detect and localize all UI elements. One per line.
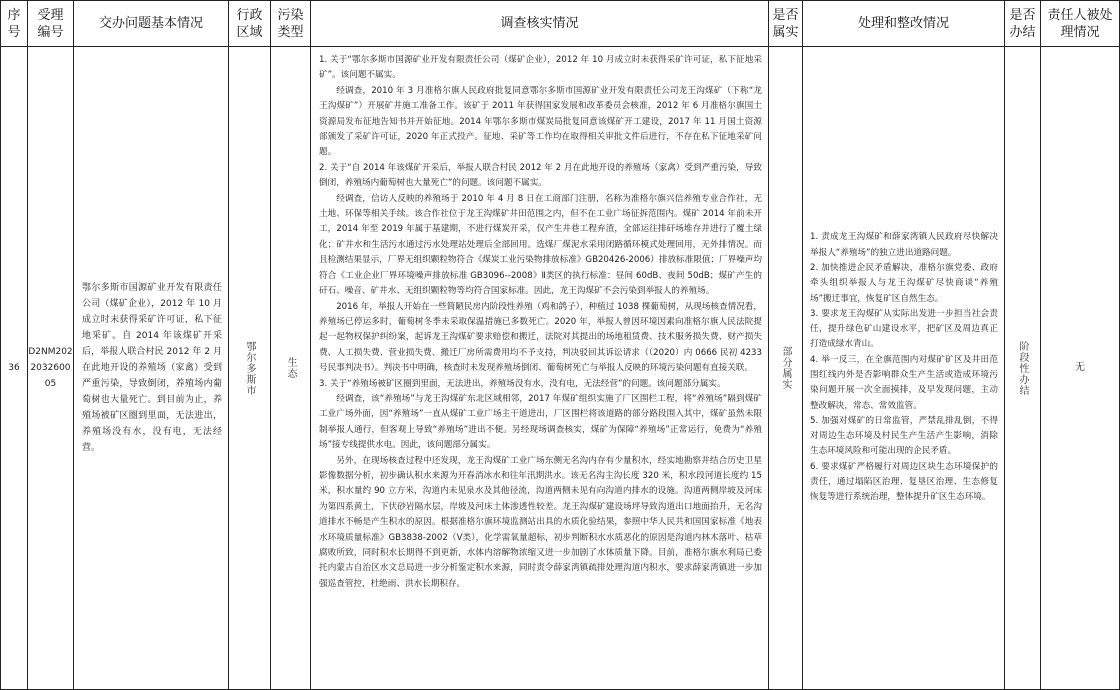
header-pollution-type: 污染类型 <box>271 1 311 47</box>
row-closed <box>1005 47 1041 690</box>
header-investigation: 调查核实情况 <box>311 1 769 47</box>
region-text: 鄂尔多斯市 <box>244 340 255 396</box>
investigation-paragraph: 另外，在现场核查过程中还发现，龙王沟煤矿工业广场东侧无名沟内存有少量积水，经实地勘察并结合历史卫星影像数据分析，初步确认积水来源为开春消冰水和往年汛期洪水。该无名沟主沟长度 320 米，积水段河道长度约 15 米，积水量约 90 立方米，沟道内未见泉水及其他径流，沟道两侧未见有向沟道内排水的设施。沟道两侧岸坡及河床为第四系黄土，下伏砂岩隔水层，岸坡及河床土体渗透性较差。龙王沟煤矿建设场坪导致沟道出口地面抬升，无名沟道排水不畅是产生积水的原因。根据准格尔旗环境监测站出具的水质化验结果，参照中华人民共和国国家标准《地表水环境质量标准》GB3838-2002（Ⅴ类），化学需氧量超标，初步判断积水水质恶化的原因是沟道内林木落叶、枯草腐败所致，同时积水长期得不到更新，水体内溶解物浓缩又进一步加剧了水体质量下降。目前，准格尔旗水利局已委托内蒙古自治区水文总局进一步分析鉴定积水来源，同时责令薛家湾镇疏排处理沟道内积水，要求薛家湾镇进一步加强巡查管控，杜绝雨、洪水长期积存。 <box>319 455 762 589</box>
treatment-item: 6. 要求煤矿严格履行对周边区块生态环境保护的责任，通过塌陷区治理、复垦区治理、生态修复恢复等进行系统治理，整体提升矿区生态环境。 <box>810 461 998 503</box>
header-row <box>1 1 1120 47</box>
row-case-id <box>28 47 74 690</box>
row-treatment <box>803 47 1005 690</box>
investigation-paragraph: 经调查，该“养殖场”与龙王沟煤矿东北区域相邻，2017 年煤矿组织实施了厂区围栏工程，将“养殖场”隔到煤矿工业广场外面，因“养殖场”一直从煤矿工业广场主干道进出，厂区围栏将该道路的部分路段围入其中，煤矿虽然未限制举报人通行，但客观上导致“养殖场”进出不便。另经现场调查核实，煤矿为保障“养殖场”正常运行，免费为“养殖场”接专线提供水电。因此，该问题部分属实。 <box>319 393 762 451</box>
header-index: 序号 <box>1 1 28 47</box>
header-case-id: 受理编号 <box>28 1 74 47</box>
treatment-item: 1. 责成龙王沟煤矿和薛家湾镇人民政府尽快解决举报人“养殖场”的独立进出道路问题。 <box>810 232 998 258</box>
row-index: 36 <box>1 47 28 690</box>
header-treatment: 处理和整改情况 <box>803 1 1005 47</box>
treatment-item: 3. 要求龙王沟煤矿从实际出发进一步担当社会责任，提升绿色矿山建设水平，把矿区及周边真正打造成绿水青山。 <box>810 308 998 350</box>
row-pollution-type <box>271 47 311 690</box>
investigation-paragraph: 2016 年，举报人开始在一些简陋民房内阶段性养殖（鸡和鸽子），种植过 1038 棵葡萄树，从现场核查情况看，养殖场已停运多时，葡萄树冬季未采取保温措施已多数死亡。2020 年，举报人曾因环境因素向准格尔旗人民法院提起一起物权保护纠纷案，起诉龙王沟煤矿要求赔偿和搬迁，法院对其提出的场地租赁费、技术服务损失费、财产损失费、人工损失费、营业损失费、搬迁厂房所需费用均不予支持，判决驳回其诉讼请求（（2020）内 0666 民初 4233 号民事判决书）。判决书中明确，核查时未发现养殖场倒闭、葡萄树死亡与举报人反映的环境污染问题有直接关联。 <box>319 301 762 374</box>
row-region <box>229 47 271 690</box>
row-is-true <box>769 47 803 690</box>
investigation-paragraph: 3. 关于“养殖场被矿区圈到里面，无法进出，养殖场没有水，没有电，无法经营”的问题。该问题部分属实。 <box>319 378 726 389</box>
pollution-type-text: 生态 <box>285 357 296 379</box>
is-true-text: 部分属实 <box>780 346 791 390</box>
investigation-paragraph: 2. 关于“自 2014 年该煤矿开采后，举报人联合村民 2012 年 2 月在此地开设的养殖场（家禽）受到严重污染，导致倒闭，养殖场内葡萄树也大量死亡”的问题。该问题不属实。 <box>319 162 762 189</box>
header-region: 行政区域 <box>229 1 271 47</box>
header-closed: 是否办结 <box>1005 1 1041 47</box>
table-row <box>1 47 1120 690</box>
row-investigation <box>311 47 769 690</box>
investigation-paragraph: 经调查，信访人反映的养殖场于 2010 年 4 月 8 日在工商部门注册，名称为准格尔旗兴信养殖专业合作社，无土地、环保等相关手续。该合作社位于龙王沟煤矿井田范围之内，但不在工业广场征拆范围内。煤矿 2014 年前未开工，2014 年至 2019 年属于基建期，不进行煤炭开采，仅产生井巷工程弃渣，全部运往排矸场堆存并进行了覆土绿化；矿井水和生活污水通过污水处理站处理后全部回用。选煤厂煤泥水采用闭路循环模式处理回用，无外排情况。而且检测结果显示，厂界无组织颗粒物符合《煤炭工业污染物排放标准》GB20426-2006）排放标准限值；厂界噪声均符合《工业企业厂界环境噪声排放标准 GB3096--2008》Ⅱ类区的执行标准：昼间 60dB、夜间 50dB；煤矿产生的矸石、噪音、矿井水、无组织颗粒物等均符合国家标准。因此，龙王沟煤矿不会污染到举报人的养殖场。 <box>319 193 762 297</box>
header-is-true: 是否属实 <box>769 1 803 47</box>
row-basic: 鄂尔多斯市国源矿业开发有限责任公司（煤矿企业），2012 年 10 月成立时未获得采矿许可证，私下征地采矿。自 2014 年该煤矿开采后，举报人联合村民 2012 年 2 月在此地开设的养殖场（家禽）受到严重污染，导致倒闭，养殖场内葡萄树也大量死亡。到目前为止，养殖场被矿区圈到里面，无法进出，养殖场没有水，没有电，无法经营。 <box>74 47 229 690</box>
treatment-item: 5. 加强对煤矿的日常监管，严禁乱排乱倒，不得对周边生态环境及村民生产生活产生影响，消除生态环境风险和可能出现的企民矛盾。 <box>810 415 998 457</box>
treatment-item: 2. 加快推进企民矛盾解决，准格尔旗党委、政府牵头组织举报人与龙王沟煤矿尽快商谈“养殖场”搬迁事宜，恢复矿区自然生态。 <box>810 262 998 304</box>
investigation-paragraph: 1. 关于“鄂尔多斯市国源矿业开发有限责任公司（煤矿企业），2012 年 10 月成立时未获得采矿许可证，私下征地采矿”。该问题不属实。 <box>319 55 762 81</box>
header-basic: 交办问题基本情况 <box>74 1 229 47</box>
investigation-paragraph: 经调查，2010 年 3 月准格尔旗人民政府批复同意鄂尔多斯市国源矿业开发有限责任公司龙王沟煤矿（下称“龙王沟煤矿”）开展矿井施工准备工作。该矿于 2011 年获得国家发展和改革委员会核准，2012 年 6 月准格尔旗国土资源局发布征地告知书并开始征地。2014 年鄂尔多斯市煤炭局批复同意该煤矿开工建设，2017 年 11 月国土资源部颁发了采矿许可证，2020 年正式投产。征地、采矿等工作均在取得相关审批文件后进行，不存在私下征地采矿问题。 <box>319 85 762 158</box>
case-id-line: D2NM202 <box>28 347 73 357</box>
row-accountability: 无 <box>1041 47 1120 690</box>
closed-text: 阶段性办结 <box>1017 340 1028 396</box>
treatment-item: 4. 举一反三，在全旗范围内对煤矿矿区及井田范围红线内外是否影响群众生产生活或造成环境污染问题开展一次全面摸排，及早发现问题，主动整改解决，常态、常效监管。 <box>810 354 998 411</box>
header-accountability: 责任人被处理情况 <box>1041 1 1120 47</box>
case-id-line: 05 <box>44 379 57 389</box>
case-id-line: 2032600 <box>30 363 71 373</box>
